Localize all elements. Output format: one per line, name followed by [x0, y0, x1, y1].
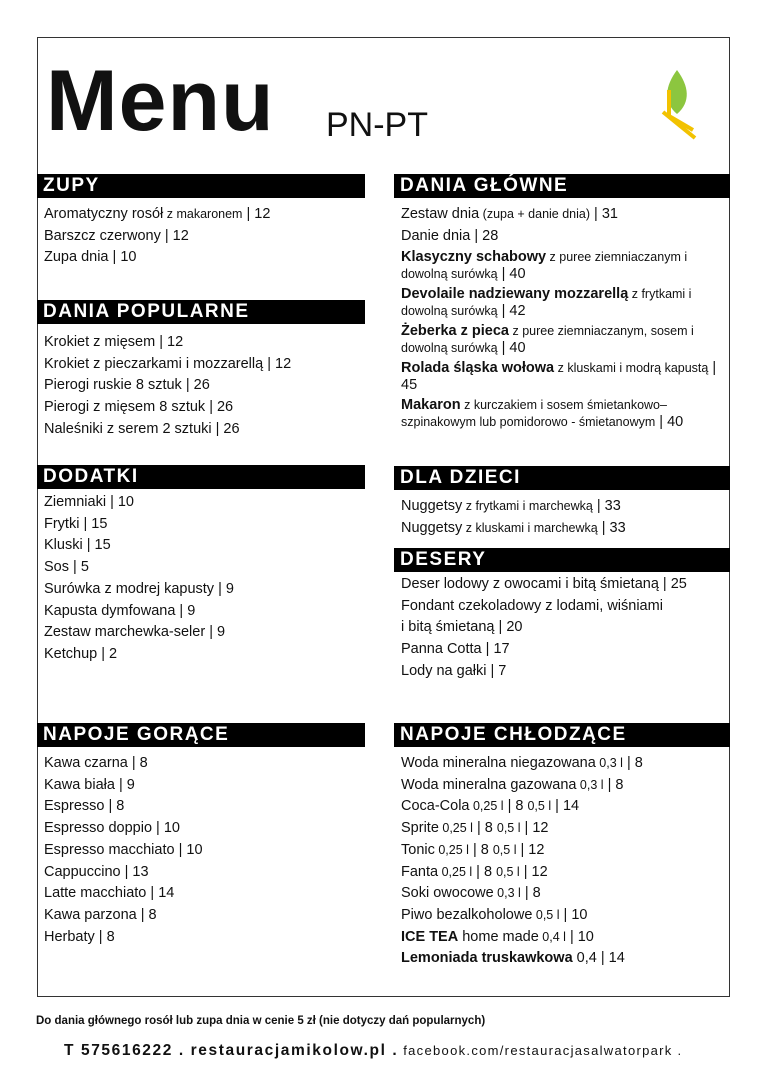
item-detail: 0,3 l: [595, 756, 623, 770]
section-dodatki: [37, 465, 365, 666]
item-price: | 8: [104, 798, 125, 815]
menu-item: [401, 397, 723, 430]
section-header: NAPOJE CHŁODZĄCE: [394, 723, 730, 747]
item-price: | 26: [211, 420, 240, 437]
item-price: | 9: [114, 776, 135, 793]
contact-line: [64, 1042, 682, 1060]
item-price: | 40: [497, 265, 526, 282]
item-name: Żeberka z pieca: [401, 323, 509, 340]
item-price: | 31: [590, 206, 618, 222]
section-header: DLA DZIECI: [394, 466, 730, 490]
item-price: | 8: [603, 776, 624, 793]
item-detail-2: 0,5 l: [496, 864, 520, 879]
item-price: | 8: [127, 755, 148, 771]
facebook-link[interactable]: facebook.com/restauracjasalwatorpark .: [398, 1043, 683, 1058]
menu-item: [44, 535, 365, 557]
menu-item: [401, 574, 730, 596]
menu-item: [401, 753, 730, 775]
item-price: | 13: [120, 863, 149, 880]
item-name: Espresso doppio: [44, 820, 153, 837]
section-header: ZUPY: [37, 174, 365, 198]
item-name: 0,4: [572, 950, 597, 967]
item-price: | 10: [106, 494, 134, 510]
section-header: DANIA POPULARNE: [37, 300, 365, 324]
menu-item: [401, 617, 730, 639]
item-name: Herbaty: [44, 928, 95, 945]
item-price: | 25: [658, 576, 687, 592]
menu-item: [401, 661, 730, 683]
item-description: z frytkami i dowolną surówką: [401, 287, 692, 318]
menu-item: [44, 905, 365, 927]
menu-item: [44, 204, 365, 226]
item-name: Zestaw marchewka-seler: [44, 624, 206, 641]
item-list: [37, 332, 365, 441]
item-price: | 12: [160, 227, 189, 244]
item-name: Zestaw dnia: [401, 206, 480, 222]
item-price: | 17: [481, 641, 510, 658]
menu-item: [401, 927, 730, 949]
item-price-2: | 12: [519, 863, 548, 880]
section-popularne: [37, 300, 365, 441]
item-description: z puree ziemniaczanym, sosem i dowolną surówką: [401, 324, 694, 355]
item-name: Lody na gałki: [401, 662, 487, 679]
item-price: | 7: [486, 662, 507, 679]
section-zupy: [37, 174, 365, 269]
menu-title: Menu: [46, 53, 275, 149]
item-price: | 8: [472, 820, 497, 837]
item-name: Barszcz czerwony: [44, 227, 161, 244]
menu-item: [44, 375, 365, 397]
item-name: Fanta: [401, 863, 439, 880]
menu-item: [401, 249, 723, 282]
item-name: Woda mineralna gazowana: [401, 776, 577, 793]
menu-item: [44, 818, 365, 840]
section-glowne: [394, 174, 730, 434]
item-list: [394, 753, 730, 970]
menu-item: [44, 492, 365, 514]
footnote: Do dania głównego rosół lub zupa dnia w cenie 5 zł (nie dotyczy dań popularnych): [36, 1015, 486, 1027]
menu-item: [44, 579, 365, 601]
item-price: | 40: [655, 413, 684, 430]
menu-item: [44, 397, 365, 419]
item-detail: (zupa + danie dnia): [479, 207, 591, 221]
menu-item: [401, 596, 730, 618]
item-name: Soki owocowe: [401, 885, 494, 902]
item-price-2: | 14: [551, 798, 580, 815]
item-price: | 8: [622, 755, 643, 771]
menu-item: [401, 840, 730, 862]
item-price: | 10: [174, 841, 203, 858]
item-description: z kurczakiem i sosem śmietankowo–szpinakowym lub pomidorowo - śmietanowym: [401, 398, 667, 429]
item-name: Deser lodowy z owocami i bitą śmietaną: [401, 576, 659, 592]
item-price: | 14: [146, 885, 175, 902]
item-name: Ketchup: [44, 645, 98, 662]
item-name: Nuggetsy: [401, 498, 463, 514]
section-header: DANIA GŁÓWNE: [394, 174, 730, 198]
item-name: Danie dnia: [401, 227, 471, 244]
item-detail: 0,25 l: [469, 799, 504, 814]
item-description: z puree ziemniaczanym i dowolną surówką: [401, 250, 688, 281]
menu-item: [401, 639, 730, 661]
item-detail: z makaronem: [163, 207, 243, 221]
section-dzieci: [394, 466, 730, 539]
item-name: Pierogi z mięsem 8 sztuk: [44, 399, 206, 416]
menu-item: [44, 419, 365, 441]
item-name: Krokiet z pieczarkami i mozzarellą: [44, 355, 264, 372]
item-name: Kawa biała: [44, 776, 115, 793]
item-name: Surówka z modrej kapusty: [44, 580, 215, 597]
item-price: | 12: [263, 355, 292, 372]
item-price: | 10: [565, 928, 594, 945]
item-name: home made: [458, 928, 539, 945]
item-detail: 0,5 l: [532, 907, 560, 922]
item-name: Zupa dnia: [44, 249, 109, 266]
item-name: Klasyczny schabowy: [401, 249, 547, 266]
item-detail: 0,4 l: [538, 929, 566, 944]
menu-item: [44, 840, 365, 862]
item-detail: z kluskami i marchewką: [462, 520, 598, 535]
item-price-2: | 12: [516, 841, 545, 858]
item-price: | 26: [205, 399, 234, 416]
item-price: | 8: [472, 863, 497, 880]
menu-item: [44, 557, 365, 579]
menu-item: [401, 796, 730, 818]
item-price: | 10: [559, 906, 588, 923]
menu-item: [401, 862, 730, 884]
item-name: Piwo bezalkoholowe: [401, 906, 533, 923]
item-price: | 8: [136, 906, 157, 923]
menu-item: [44, 601, 365, 623]
menu-item: [44, 514, 365, 536]
menu-item: [401, 883, 730, 905]
menu-item: [44, 354, 365, 376]
section-gorace: [37, 723, 365, 948]
item-name: Rolada śląska wołowa: [401, 360, 555, 377]
item-name: Panna Cotta: [401, 641, 482, 658]
item-name: Frytki: [44, 515, 80, 532]
menu-item: [44, 644, 365, 666]
item-name: Pierogi ruskie 8 sztuk: [44, 377, 182, 394]
item-list: [394, 204, 730, 247]
item-price: | 42: [497, 302, 526, 319]
menu-item: [44, 862, 365, 884]
item-name: Nuggetsy: [401, 519, 463, 536]
item-list: [394, 574, 730, 683]
item-list: [37, 204, 365, 269]
item-list: [37, 492, 365, 666]
logo-base: [663, 112, 695, 138]
phone-and-website: T 575616222 . restauracjamikolow.pl .: [64, 1042, 399, 1059]
menu-item: [401, 775, 730, 797]
leaf-logo: [655, 68, 699, 140]
item-name: Ziemniaki: [44, 494, 107, 510]
item-name: Sos: [44, 559, 69, 576]
item-price-2: | 12: [520, 820, 549, 837]
menu-item: [401, 323, 723, 356]
menu-item: [44, 332, 365, 354]
menu-item: [401, 204, 730, 226]
item-price: | 15: [82, 537, 111, 554]
section-chlodzace: [394, 723, 730, 970]
menu-item: [401, 905, 730, 927]
item-price: | 10: [108, 249, 137, 266]
item-detail: 0,25 l: [438, 821, 473, 836]
menu-item: [44, 796, 365, 818]
item-name: Kawa parzona: [44, 906, 137, 923]
item-price: | 15: [79, 515, 108, 532]
item-name: Naleśniki z serem 2 sztuki: [44, 420, 212, 437]
item-price: | 8: [520, 885, 541, 902]
item-detail-2: 0,5 l: [492, 842, 517, 857]
menu-item: [44, 247, 365, 269]
menu-item: [401, 360, 723, 393]
item-name: Tonic: [401, 841, 435, 858]
menu-item: [401, 818, 730, 840]
item-price: | 33: [597, 519, 626, 536]
item-name: Kapusta dymfowana: [44, 602, 176, 619]
item-detail: z frytkami i marchewką: [462, 499, 593, 513]
item-name: Makaron: [401, 397, 461, 414]
item-list: [394, 249, 723, 430]
menu-item: [401, 948, 730, 970]
item-price: | 12: [242, 206, 271, 222]
item-name: Sprite: [401, 820, 439, 837]
item-price: | 40: [497, 339, 526, 356]
item-detail: 0,25 l: [434, 842, 469, 857]
item-detail: 0,3 l: [493, 886, 521, 901]
item-price: | 14: [596, 950, 625, 967]
item-list: [37, 753, 365, 948]
item-name: Kawa czarna: [44, 755, 128, 771]
menu-item: [44, 883, 365, 905]
menu-item: [401, 286, 723, 319]
menu-days: PN-PT: [326, 106, 428, 144]
section-header: DODATKI: [37, 465, 365, 489]
item-list: [394, 496, 730, 539]
item-name: i bitą śmietaną: [401, 619, 495, 636]
item-price: | 9: [175, 602, 196, 619]
item-detail-2: 0,5 l: [496, 821, 521, 836]
item-name: Cappuccino: [44, 863, 121, 880]
item-detail-2: 0,5 l: [527, 799, 552, 814]
item-name: Espresso: [44, 798, 105, 815]
item-price: | 8: [94, 928, 115, 945]
menu-item: [44, 927, 365, 949]
item-name: Kluski: [44, 537, 83, 554]
item-price: | 33: [592, 498, 621, 514]
item-price: | 10: [152, 820, 180, 837]
item-name: Woda mineralna niegazowana: [401, 755, 596, 771]
item-description: z kluskami i modrą kapustą: [554, 361, 709, 376]
item-name: Latte macchiato: [44, 885, 147, 902]
item-price: | 20: [494, 619, 523, 636]
item-price: | 28: [470, 227, 499, 244]
item-price: | 9: [205, 624, 226, 641]
item-price: | 45: [401, 360, 717, 393]
item-name-bold: ICE TEA: [401, 928, 459, 945]
menu-item: [44, 622, 365, 644]
item-price: | 26: [181, 377, 210, 394]
menu-item: [401, 496, 730, 518]
section-header: DESERY: [394, 548, 730, 572]
item-name: Coca-Cola: [401, 798, 470, 815]
item-price: | 2: [97, 645, 118, 662]
menu-item: [44, 226, 365, 248]
menu-item: [401, 226, 730, 248]
item-name: Espresso macchiato: [44, 841, 175, 858]
item-name-bold: Lemoniada truskawkowa: [401, 950, 573, 967]
item-detail: 0,3 l: [576, 777, 604, 792]
item-price: | 8: [468, 841, 493, 858]
item-price: | 8: [503, 798, 528, 815]
menu-item: [44, 753, 365, 775]
item-name: Devolaile nadziewany mozzarellą: [401, 286, 629, 303]
item-name: Krokiet z mięsem: [44, 334, 156, 350]
item-price: | 12: [155, 334, 184, 350]
item-name: Fondant czekoladowy z lodami, wiśniami: [401, 597, 663, 614]
menu-item: [44, 775, 365, 797]
item-name: Aromatyczny rosół: [44, 206, 164, 222]
section-header: NAPOJE GORĄCE: [37, 723, 365, 747]
item-price: | 5: [69, 559, 89, 576]
menu-item: [401, 518, 730, 540]
section-desery: [394, 548, 730, 683]
item-price: | 9: [214, 580, 234, 597]
item-detail: 0,25 l: [438, 864, 473, 879]
